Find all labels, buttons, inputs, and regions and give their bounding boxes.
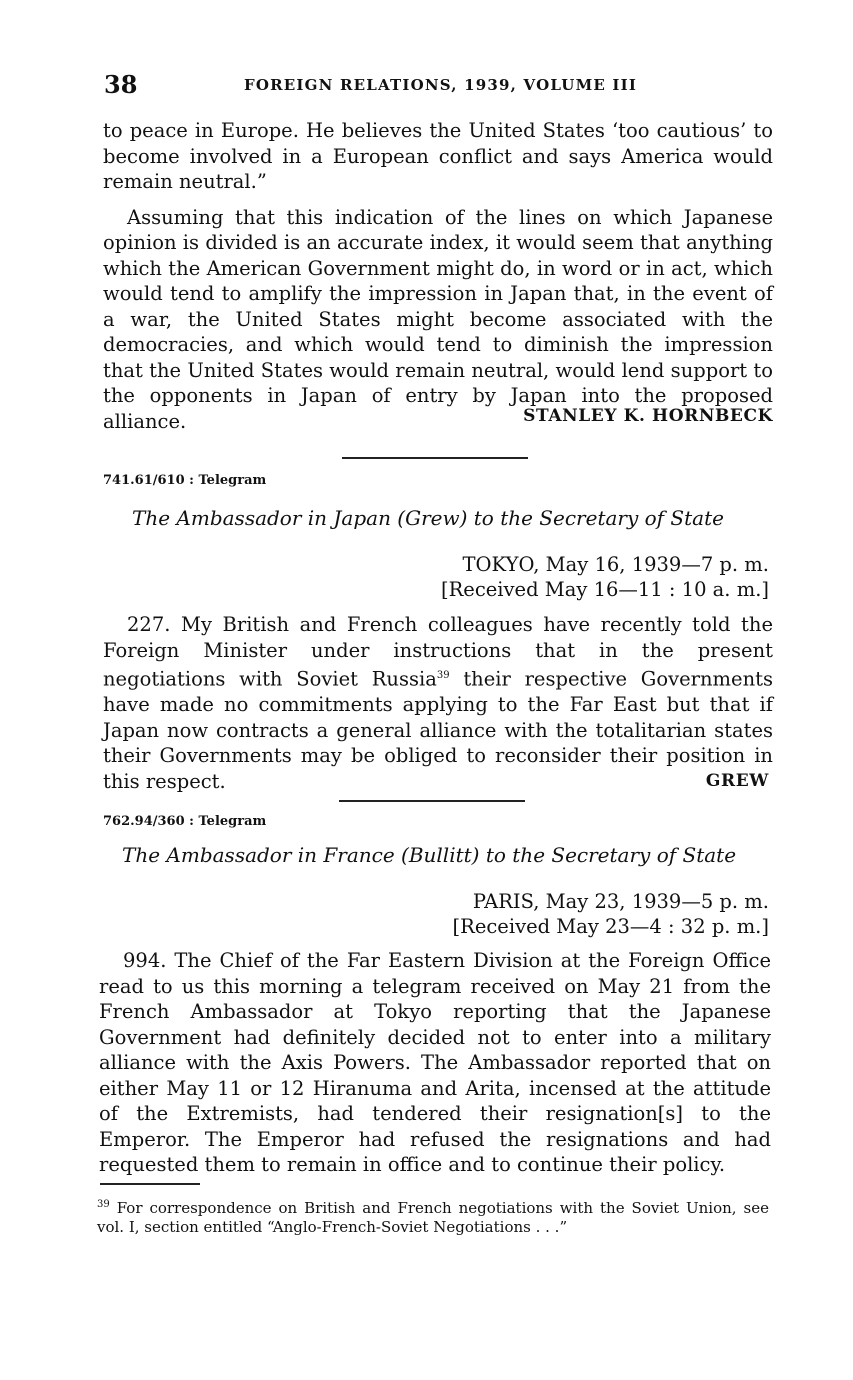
document-file-number: 741.61/610 : Telegram	[103, 473, 267, 488]
document-dateline	[453, 889, 769, 939]
document-title: The Ambassador in France (Bullitt) to the Secretary of State	[122, 843, 737, 867]
footnote-divider	[100, 1183, 200, 1185]
page-header	[104, 70, 774, 100]
body-text-end: their respective Governments have made no commitments applying to the Far East but that if Japan now contracts a general alliance with the totalitarian states their Governments may be obliged to reconsider their position in this respect.	[103, 667, 773, 793]
footnote-reference: 39	[436, 670, 450, 681]
footnote-marker: 39	[97, 1199, 110, 1210]
telegram-paragraph: 994. The Chief of the Far Eastern Division at the Foreign Office read to us this morning a telegram received on May 21 from the French Ambassador at Tokyo reporting that the Japanese Government had definitely decided not to enter into a military alliance with the Axis Powers. The Ambassador reported that on either May 11 or 12 Hiranuma and Arita, incensed at the attitude of the Extremists, had tendered their resignation[s] to the Emperor. The Emperor had refused the resignations and had requested them to remain in office and to continue their policy.	[99, 949, 771, 1176]
body-text-start: 227. My British and French colleagues have recently told the Foreign Minister under instructions that in the present negotiations with Soviet Russia	[103, 613, 773, 691]
footnote	[97, 1195, 769, 1237]
dateline-place-time: PARIS, May 23, 1939—5 p. m.	[472, 890, 769, 913]
received-line: [Received May 23—4 : 32 p. m.]	[452, 915, 769, 938]
telegram-body	[99, 948, 771, 1178]
grew-signature: GREW	[705, 771, 769, 791]
telegram-body	[103, 612, 773, 794]
page-number: 38	[104, 70, 138, 99]
memo-paragraph: Assuming that this indication of the lines on which Japanese opinion is divided is an accurate index, it would seem that anything which the American Government might do, in word or in act, which would tend to amplify the impression in Japan that, in the event of a war, the United States might become associated with the democracies, and which would tend to diminish the impression that the United States would remain neutral, would lend support to the opponents in Japan of entry by Japan into the proposed alliance.	[103, 205, 773, 433]
footnote-text: For correspondence on British and French negotiations with the Soviet Union, see vol. I, section entitled “Anglo-French-Soviet Negotiations . . .”	[97, 1199, 769, 1236]
document-dateline	[441, 552, 769, 602]
hornbeck-signature: STANLEY K. HORNBECK	[523, 406, 773, 426]
memo-paragraph: to peace in Europe. He believes the United States ‘too cautious’ to become involved in a European conflict and says America would remain neutral.”	[103, 119, 773, 193]
document-file-number: 762.94/360 : Telegram	[103, 814, 267, 829]
telegram-paragraph	[103, 612, 773, 794]
received-line: [Received May 16—11 : 10 a. m.]	[441, 578, 769, 601]
dateline-place-time: TOKYO, May 16, 1939—7 p. m.	[462, 553, 769, 576]
running-head: FOREIGN RELATIONS, 1939, VOLUME III	[244, 76, 638, 94]
section-divider	[342, 457, 528, 459]
section-divider	[339, 800, 525, 802]
document-title: The Ambassador in Japan (Grew) to the Secretary of State	[132, 506, 724, 530]
memo-continuation	[103, 118, 773, 434]
